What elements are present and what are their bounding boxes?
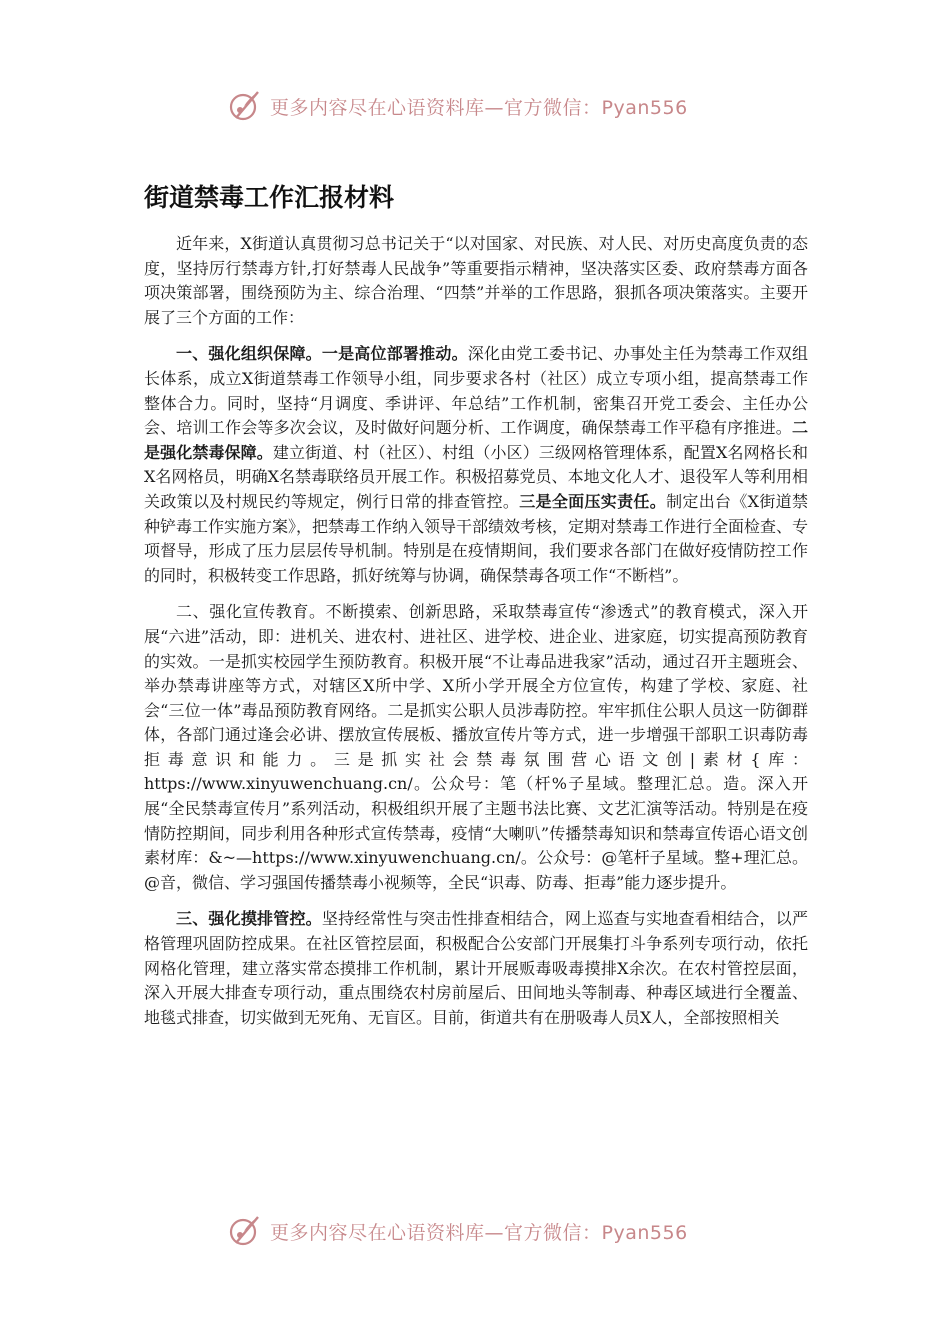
quill-logo-icon [228,88,264,124]
header-watermark-banner [228,86,748,126]
section-1-sub-3-text: 制定出台《X街道禁种铲毒工作实施方案》，把禁毒工作纳入领导干部绩效考核，定期对禁毒工作进行全面检查、专项督导，形成了压力层层传导机制。特别是在疫情期间，我们要求各部门在做好疫情防控工作的同时，积极转变工作思路，抓好统筹与协调，确保禁毒各项工作“不断档”。 [144,491,809,585]
section-1-heading: 一、强化组织保障。 [176,344,322,364]
footer-watermark-banner [228,1211,748,1251]
intro-paragraph: 近年来，X街道认真贯彻习总书记关于“以对国家、对民族、对人民、对历史高度负责的态度，坚持厉行禁毒方针,打好禁毒人民战争”等重要指示精神，坚决落实区委、政府禁毒方面各项决策部署，围绕预防为主、综合治理、“四禁”并举的工作思路，狠抓各项决策落实。主要开展了三个方面的工作： [144,234,808,327]
section-1-sub-2-title: 二是强化禁毒保障。 [144,418,808,462]
section-1-sub-1-text: 深化由党工委书记、办事处主任为禁毒工作双组长体系，成立X街道禁毒工作领导小组，同步要求各村（社区）成立专项小组，提高禁毒工作整体合力。同时，坚持“月调度、季讲评、年总结”工作机制，密集召开党工委会、主任办公会、培训工作会等多次会议，及时做好问题分析、工作调度，确保禁毒工作平稳有序推进。 [144,344,808,438]
banner-text: 更多内容尽在心语资料库—官方微信：Pyan556 [270,96,688,119]
section-1-sub-3-title: 三是全面压实责任。 [519,491,667,511]
section-1-sub-2-text: 建立街道、村（社区）、村组（小区）三级网格管理体系，配置X名网格长和X名网格员，明确X名禁毒联络员开展工作。积极招募党员、本地文化人才、退役军人等利用相关政策以及村规民约等规定，例行日常的排查管控。 [144,442,808,511]
document-title: 街道禁毒工作汇报材料 [144,183,395,212]
section-3-paragraph [144,907,808,1030]
quill-logo-icon [228,1213,264,1249]
banner-text: 更多内容尽在心语资料库—官方微信：Pyan556 [270,1221,688,1244]
section-1-paragraph [144,342,808,588]
section-2-paragraph: 二、强化宣传教育。不断摸索、创新思路，采取禁毒宣传“渗透式”的教育模式，深入开展“六进”活动，即：进机关、进农村、进社区、进学校、进企业、进家庭，切实提高预防教育的实效。一是抓实校园学生预防教育。积极开展“不让毒品进我家”活动，通过召开主题班会、举办禁毒讲座等方式，对辖区X所中学、X所小学开展全方位宣传，构建了学校、家庭、社会“三位一体”毒品预防教育网络。二是抓实公职人员涉毒防控。牢牢抓住公职人员这一防御群体，各部门通过逢会必讲、摆放宣传展板、播放宣传片等方式，进一步增强干部职工识毒防毒拒毒意识和能力。三是抓实社会禁毒氛围营心语文创|素材{库：https://www.xinyuwenchuang.cn/。公众号：笔（杆%子星域。整理汇总。造。深入开展“全民禁毒宣传月”系列活动，积极组织开展了主题书法比赛、文艺汇演等活动。特别是在疫情防控期间，同步利用各种形式宣传禁毒，疫情“大喇叭”传播禁毒知识和禁毒宣传语心语文创素材库：&~—https://www.xinyuwenchuang.cn/。公众号：@笔杆子星域。整+理汇总。@音，微信、学习强国传播禁毒小视频等，全民“识毒、防毒、拒毒”能力逐步提升。 [144,602,808,892]
section-3-text: 坚持经常性与突击性排查相结合，网上巡查与实地查看相结合，以严格管理巩固防控成果。在社区管控层面，积极配合公安部门开展集打斗争系列专项行动，依托网格化管理，建立落实常态摸排工作机制，累计开展贩毒吸毒摸排X余次。在农村管控层面，深入开展大排查专项行动，重点围绕农村房前屋后、田间地头等制毒、种毒区域进行全覆盖、地毯式排查，切实做到无死角、无盲区。目前，街道共有在册吸毒人员X人，全部按照相关 [144,909,808,1027]
document-body [144,232,808,1030]
section-3-heading: 三、强化摸排管控。 [176,909,322,929]
section-1-sub-1-title: 一是高位部署推动。 [321,344,468,364]
